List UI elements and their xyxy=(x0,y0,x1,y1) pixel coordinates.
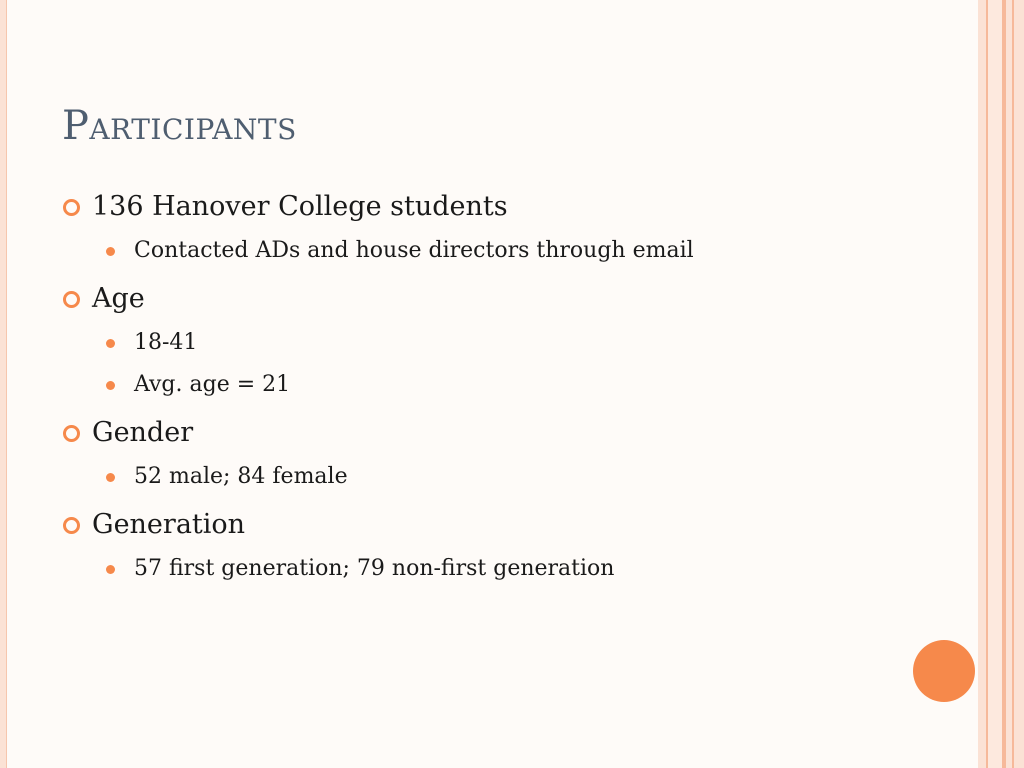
bullet-text: 136 Hanover College students xyxy=(92,191,508,222)
ring-bullet-icon xyxy=(63,425,80,442)
sub-bullet-text: 52 male; 84 female xyxy=(134,464,348,489)
sub-bullet-text: 57 first generation; 79 non-first generation xyxy=(134,556,615,581)
dot-bullet-icon xyxy=(106,565,115,574)
bullet-text: Age xyxy=(92,283,145,314)
sub-bullet-item xyxy=(62,456,962,498)
bullet-item xyxy=(62,410,962,456)
slide-title: Participants xyxy=(62,103,297,149)
right-stripes-decoration xyxy=(978,0,1024,768)
ring-bullet-icon xyxy=(63,199,80,216)
bullet-item xyxy=(62,502,962,548)
orange-circle-decoration xyxy=(913,640,975,702)
dot-bullet-icon xyxy=(106,473,115,482)
dot-bullet-icon xyxy=(106,381,115,390)
ring-bullet-icon xyxy=(63,291,80,308)
left-border-decoration xyxy=(0,0,7,768)
sub-bullet-text: Avg. age = 21 xyxy=(134,372,291,397)
bullet-item xyxy=(62,184,962,230)
sub-bullet-item xyxy=(62,230,962,272)
sub-bullet-text: Contacted ADs and house directors through email xyxy=(134,238,694,263)
sub-bullet-text: 18-41 xyxy=(134,330,198,355)
sub-bullet-item xyxy=(62,548,962,590)
bullet-list xyxy=(62,184,962,590)
bullet-item xyxy=(62,276,962,322)
bullet-text: Generation xyxy=(92,509,246,540)
bullet-text: Gender xyxy=(92,417,194,448)
sub-bullet-item xyxy=(62,364,962,406)
dot-bullet-icon xyxy=(106,339,115,348)
dot-bullet-icon xyxy=(106,247,115,256)
sub-bullet-item xyxy=(62,322,962,364)
ring-bullet-icon xyxy=(63,517,80,534)
